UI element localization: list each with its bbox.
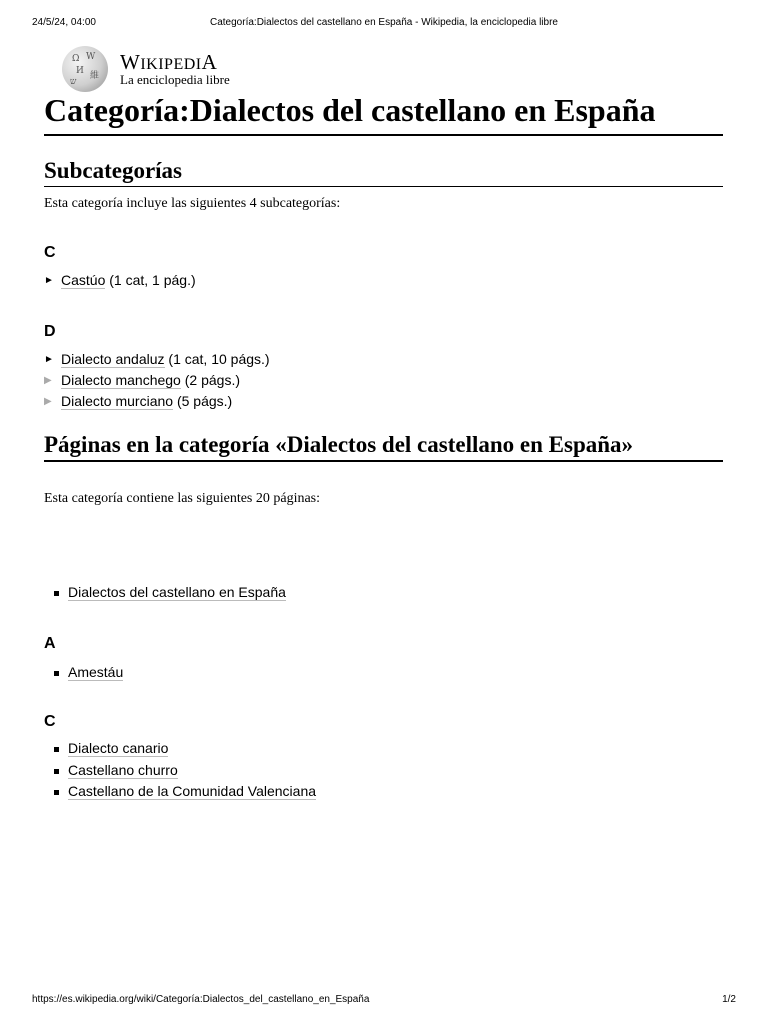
- subcategory-item: [44, 349, 723, 370]
- subcategory-link[interactable]: Castúo: [61, 272, 106, 288]
- page-list-item: [44, 781, 723, 803]
- leaf-arrow-icon: ▶: [44, 375, 52, 386]
- page-list-item: [44, 662, 723, 684]
- main-content: [44, 92, 723, 803]
- print-header: [0, 17, 768, 33]
- square-bullet-icon: [54, 671, 59, 676]
- wordmark-last: A: [201, 50, 218, 74]
- wikipedia-logo[interactable]: [62, 46, 262, 92]
- subcategory-list: [44, 270, 723, 291]
- wordmark-mid: IKIPEDI: [140, 56, 202, 73]
- print-date: 24/5/24, 04:00: [32, 17, 96, 28]
- page-link[interactable]: Dialectos del castellano en España: [68, 584, 286, 600]
- page-title: Categoría:Dialectos del castellano en España: [44, 92, 723, 136]
- page-list: [44, 662, 723, 684]
- subcategory-count: (2 págs.): [184, 372, 240, 388]
- page-link[interactable]: Castellano de la Comunidad Valenciana: [68, 783, 317, 799]
- subcategory-count: (1 cat, 10 págs.): [168, 351, 270, 367]
- subcategory-item: [44, 391, 723, 412]
- print-url: https://es.wikipedia.org/wiki/Categoría:Dialectos_del_castellano_en_España: [32, 994, 370, 1005]
- wordmark-first: W: [120, 50, 141, 74]
- square-bullet-icon: [54, 591, 59, 596]
- page-group-letter: A: [44, 634, 56, 652]
- page-list-item: [44, 582, 723, 604]
- page-group-letter: C: [44, 713, 56, 730]
- page-list-item: [44, 738, 723, 760]
- subcategories-heading: Subcategorías: [44, 156, 723, 187]
- wikipedia-tagline: La enciclopedia libre: [120, 72, 230, 87]
- square-bullet-icon: [54, 769, 59, 774]
- wikipedia-globe-icon: Ω W И 維 ש: [62, 46, 108, 92]
- print-page-number: 1/2: [722, 994, 736, 1005]
- subcategory-list: [44, 349, 723, 412]
- page-list: [44, 582, 723, 604]
- print-page-title: Categoría:Dialectos del castellano en España - Wikipedia, la enciclopedia libre: [210, 17, 558, 28]
- subcategory-item: [44, 270, 723, 291]
- page-link[interactable]: Amestáu: [68, 663, 124, 680]
- subcategory-link[interactable]: Dialecto murciano: [61, 393, 174, 409]
- expand-arrow-icon[interactable]: ►: [44, 275, 54, 286]
- subcategory-group-letter: C: [44, 244, 56, 261]
- subcategory-count: (5 págs.): [176, 393, 233, 409]
- leaf-arrow-icon: ▶: [44, 396, 52, 407]
- subcategories-description: Esta categoría incluye las siguientes 4 subcategorías:: [44, 196, 341, 211]
- square-bullet-icon: [54, 747, 59, 752]
- subcategory-link[interactable]: Dialecto manchego: [61, 372, 181, 388]
- subcategory-count: (1 cat, 1 pág.): [109, 272, 196, 288]
- subcategory-item: [44, 370, 723, 391]
- page-link[interactable]: Castellano churro: [68, 761, 178, 778]
- subcategory-link[interactable]: Dialecto andaluz: [61, 351, 165, 367]
- page-list-item: [44, 760, 723, 782]
- page-link[interactable]: Dialecto canario: [68, 740, 169, 756]
- square-bullet-icon: [54, 790, 59, 795]
- page-list: [44, 738, 723, 803]
- print-footer: [0, 994, 768, 1008]
- pages-heading: Páginas en la categoría «Dialectos del castellano en España»: [44, 430, 723, 462]
- expand-arrow-icon[interactable]: ►: [44, 354, 54, 365]
- subcategory-group-letter: D: [44, 323, 56, 340]
- pages-description: Esta categoría contiene las siguientes 20 páginas:: [44, 491, 321, 506]
